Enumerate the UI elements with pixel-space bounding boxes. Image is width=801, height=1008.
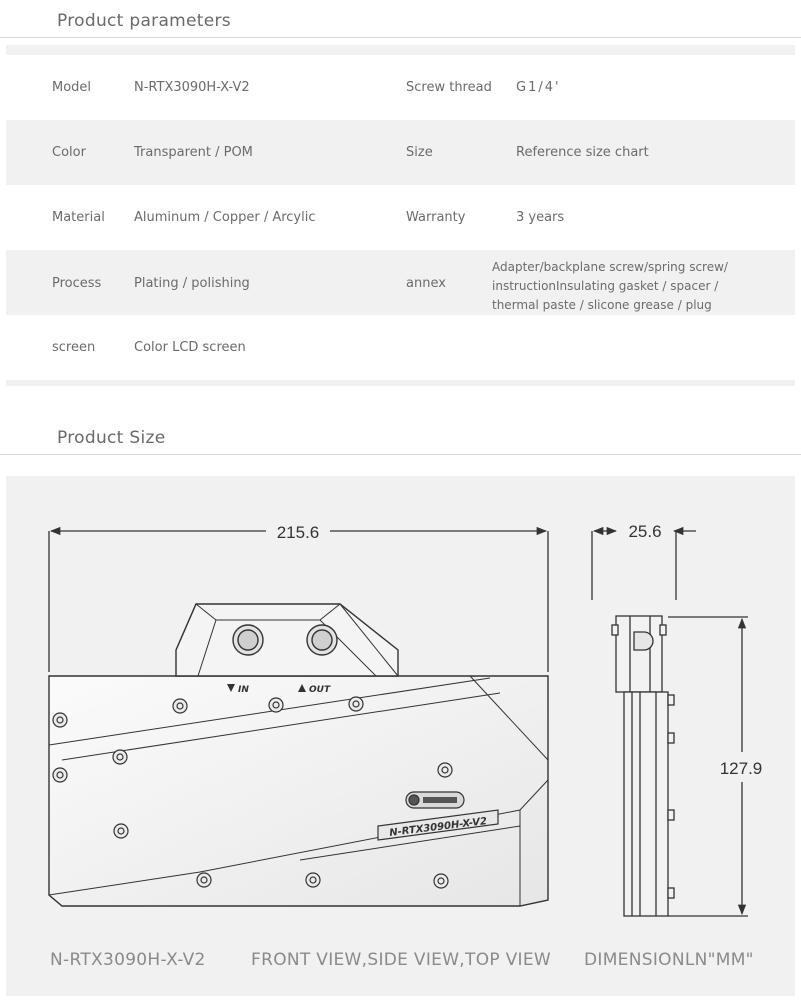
label-process: Process	[52, 276, 102, 291]
caption-unit: DIMENSIONLN"MM"	[584, 950, 754, 970]
value-model: N-RTX3090H-X-V2	[134, 80, 250, 95]
caption-views: FRONT VIEW,SIDE VIEW,TOP VIEW	[251, 950, 552, 970]
caption-model: N-RTX3090H-X-V2	[50, 950, 206, 970]
annex-line: instructionInsulating gasket / spacer /	[492, 279, 719, 293]
label-size: Size	[406, 145, 433, 160]
screw-icon	[53, 713, 67, 727]
screw-icon	[114, 824, 128, 838]
width-dimension-label: 215.6	[276, 523, 320, 542]
depth-dimension	[592, 531, 696, 600]
brand-logo	[406, 792, 464, 808]
label-annex: annex	[406, 276, 446, 291]
screw-icon	[53, 768, 67, 782]
name-plate-text: N-RTX3090H-X-V2	[388, 816, 488, 839]
value-warranty: 3 years	[516, 210, 565, 225]
size-title: Product Size	[57, 428, 166, 448]
label-screw-thread: Screw thread	[406, 80, 492, 95]
out-label: OUT	[309, 685, 331, 695]
side-view	[612, 616, 674, 916]
screw-icon	[269, 698, 283, 712]
screw-icon	[113, 750, 127, 764]
value-screw-thread: G1/4'	[516, 80, 561, 95]
label-warranty: Warranty	[406, 210, 466, 225]
height-dimension-label: 127.9	[719, 759, 763, 778]
value-size: Reference size chart	[516, 145, 649, 160]
value-color: Transparent / POM	[134, 145, 253, 160]
screw-icon	[173, 699, 187, 713]
screw-icon	[197, 873, 211, 887]
in-label: IN	[238, 685, 249, 695]
value-process: Plating / polishing	[134, 276, 250, 291]
screw-icon	[306, 873, 320, 887]
screw-icon	[434, 874, 448, 888]
label-screen: screen	[52, 340, 96, 355]
label-material: Material	[52, 210, 105, 225]
label-model: Model	[52, 80, 92, 95]
value-screen: Color LCD screen	[134, 340, 246, 355]
depth-dimension-label: 25.6	[628, 522, 662, 541]
screw-icon	[349, 697, 363, 711]
label-color: Color	[52, 145, 86, 160]
annex-line: Adapter/backplane screw/spring screw/	[492, 260, 728, 274]
screw-icon	[438, 763, 452, 777]
value-material: Aluminum / Copper / Arcylic	[134, 210, 316, 225]
annex-line: thermal paste / slicone grease / plug	[492, 298, 712, 312]
parameters-title: Product parameters	[57, 11, 231, 31]
